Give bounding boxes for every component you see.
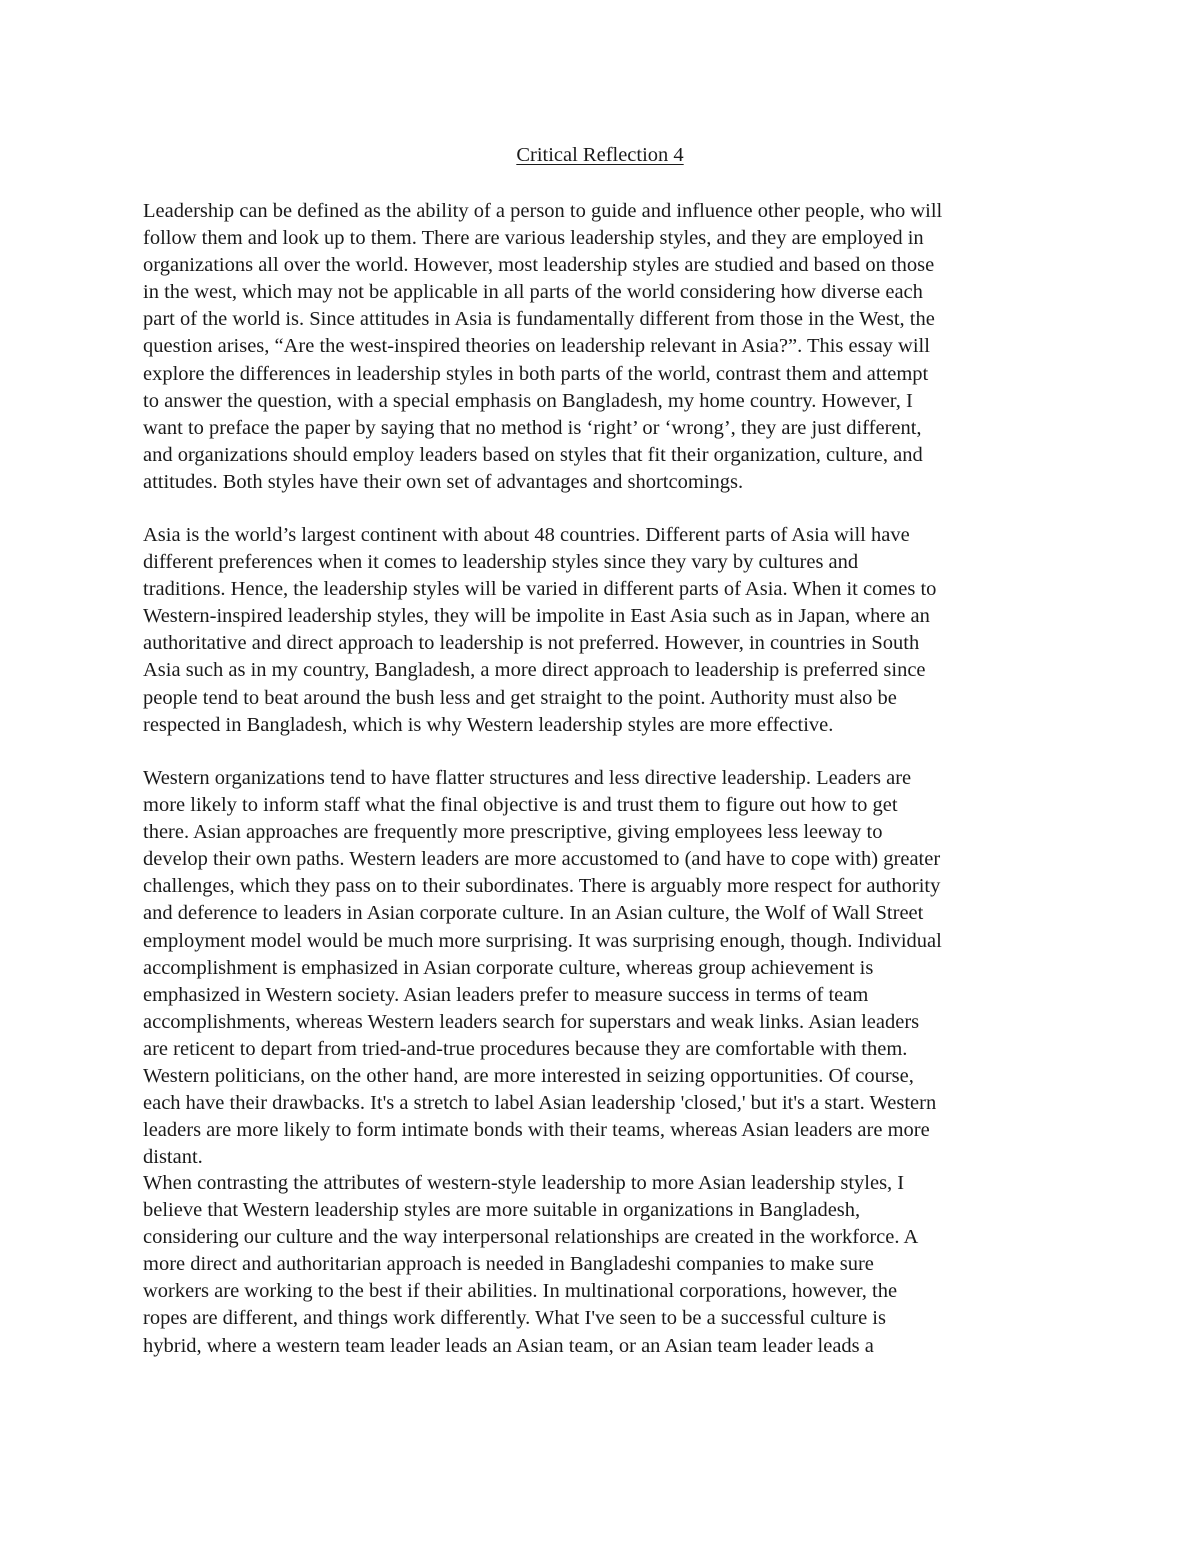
text-line: traditions. Hence, the leadership styles will be varied in different parts of Asia. When it comes to <box>143 578 937 601</box>
text-line: accomplishment is emphasized in Asian corporate culture, whereas group achievement is <box>143 956 874 979</box>
text-line: question arises, “Are the west-inspired theories on leadership relevant in Asia?”. This essay will <box>143 335 930 358</box>
text-line: believe that Western leadership styles are more suitable in organizations in Bangladesh, <box>143 1199 861 1222</box>
text-line: employment model would be much more surprising. It was surprising enough, though. Individual <box>143 929 942 952</box>
text-line: authoritative and direct approach to leadership is not preferred. However, in countries in South <box>143 632 920 655</box>
page-title: Critical Reflection 4 <box>516 144 684 166</box>
text-line: more likely to inform staff what the final objective is and trust them to figure out how to get <box>143 794 898 817</box>
text-line: emphasized in Western society. Asian leaders prefer to measure success in terms of team <box>143 983 869 1006</box>
text-line: leaders are more likely to form intimate bonds with their teams, whereas Asian leaders are more <box>143 1119 930 1142</box>
text-line: hybrid, where a western team leader leads an Asian team, or an Asian team leader leads a <box>143 1334 874 1357</box>
text-line: want to preface the paper by saying that no method is ‘right’ or ‘wrong’, they are just different, <box>143 416 922 439</box>
text-line: Asia is the world’s largest continent with about 48 countries. Different parts of Asia will have <box>143 524 910 546</box>
text-line: there. Asian approaches are frequently more prescriptive, giving employees less leeway to <box>143 821 883 844</box>
paragraph-2 <box>143 522 936 739</box>
text-line: Western politicians, on the other hand, are more interested in seizing opportunities. Of course, <box>143 1065 914 1088</box>
text-line: to answer the question, with a special emphasis on Bangladesh, my home country. However, I <box>143 389 913 412</box>
text-line: more direct and authoritarian approach is needed in Bangladeshi companies to make sure <box>143 1253 874 1276</box>
text-line: follow them and look up to them. There are various leadership styles, and they are employed in <box>143 227 924 250</box>
paragraph-3 <box>143 765 942 1171</box>
paragraph-4 <box>143 1170 918 1360</box>
text-line: part of the world is. Since attitudes in Asia is fundamentally different from those in the West, the <box>143 308 935 331</box>
text-line: challenges, which they pass on to their subordinates. There is arguably more respect for authority <box>143 875 941 898</box>
text-line: accomplishments, whereas Western leaders search for superstars and weak links. Asian leaders <box>143 1010 920 1033</box>
paragraph-1 <box>143 198 942 496</box>
text-line: distant. <box>143 1146 203 1169</box>
text-line: and deference to leaders in Asian corporate culture. In an Asian culture, the Wolf of Wall Street <box>143 902 924 925</box>
text-line: and organizations should employ leaders based on styles that fit their organization, culture, and <box>143 443 923 466</box>
text-line: attitudes. Both styles have their own set of advantages and shortcomings. <box>143 470 744 493</box>
text-line: considering our culture and the way interpersonal relationships are created in the workforce. A <box>143 1226 919 1249</box>
text-line: each have their drawbacks. It's a stretch to label Asian leadership 'closed,' but it's a start. Western <box>143 1092 937 1115</box>
text-line: develop their own paths. Western leaders are more accustomed to (and have to cope with) greater <box>143 848 941 871</box>
text-line: people tend to beat around the bush less and get straight to the point. Authority must also be <box>143 686 897 709</box>
text-line: When contrasting the attributes of western-style leadership to more Asian leadership styles, I <box>143 1172 905 1194</box>
text-line: organizations all over the world. However, most leadership styles are studied and based on those <box>143 254 935 277</box>
text-line: workers are working to the best if their abilities. In multinational corporations, however, the <box>143 1280 898 1303</box>
text-line: explore the differences in leadership styles in both parts of the world, contrast them and attempt <box>143 362 929 385</box>
text-line: in the west, which may not be applicable in all parts of the world considering how diverse each <box>143 281 923 304</box>
text-line: Western organizations tend to have flatter structures and less directive leadership. Leaders are <box>143 767 912 789</box>
text-line: respected in Bangladesh, which is why Western leadership styles are more effective. <box>143 713 834 736</box>
text-line: Asia such as in my country, Bangladesh, a more direct approach to leadership is preferred since <box>143 659 926 682</box>
text-line: are reticent to depart from tried-and-true procedures because they are comfortable with them. <box>143 1037 908 1060</box>
text-line: ropes are different, and things work differently. What I've seen to be a successful culture is <box>143 1307 886 1330</box>
text-line: Western-inspired leadership styles, they will be impolite in East Asia such as in Japan, where an <box>143 605 930 628</box>
text-line: different preferences when it comes to leadership styles since they vary by cultures and <box>143 551 859 574</box>
text-line: Leadership can be defined as the ability of a person to guide and influence other people, who will <box>143 200 943 222</box>
